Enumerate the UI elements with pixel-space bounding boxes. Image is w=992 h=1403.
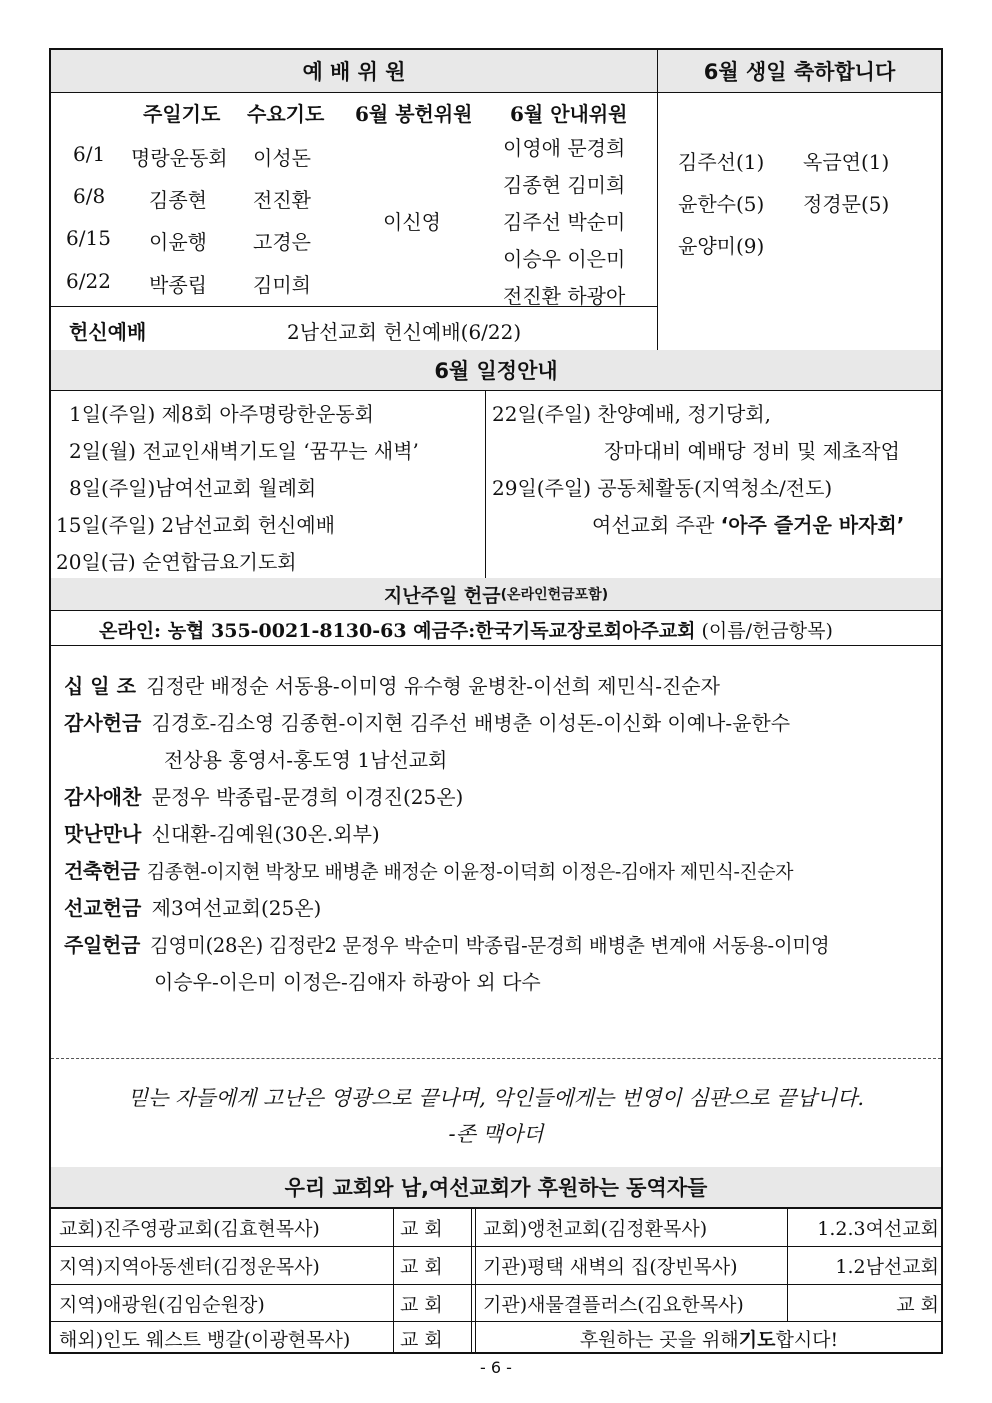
- online-account: [99, 616, 833, 643]
- row-wednesday: 전진환: [253, 188, 311, 212]
- offering-item: [64, 818, 380, 847]
- schedule-header: 6월 일정안내: [51, 350, 941, 391]
- schedule-item: [592, 509, 904, 538]
- support-sponsor: 교 회: [400, 1217, 443, 1240]
- support-sponsor: 교 회: [400, 1256, 443, 1278]
- support-partner: 교회)진주영광교회(김효현목사): [59, 1217, 320, 1240]
- support-partner: 기관)평택 새벽의 집(장빈목사): [483, 1256, 738, 1278]
- birthday-name: 옥금연(1): [803, 150, 890, 174]
- offering-member: 이신영: [383, 210, 441, 234]
- offering-item: [64, 707, 790, 736]
- offering-names: 김종현-이지현 박창모 배병춘 배정순 이윤정-이덕희 이정은-김애자 제민식-진순자: [146, 861, 793, 883]
- offering-label: 선교헌금: [64, 896, 142, 920]
- support-sponsor: 교 회: [896, 1293, 939, 1316]
- schedule-item: 8일(주일)남여선교회 월례회: [69, 476, 317, 500]
- row-date: 6/22: [66, 269, 111, 293]
- support-partner: 기관)새물결플러스(김요한목사): [483, 1293, 744, 1316]
- offering-names-continued: 전상용 홍영서-홍도영 1남선교회: [164, 748, 448, 772]
- dedication-value: 2남선교회 헌신예배(6/22): [287, 320, 522, 344]
- offering-names: 김영미(28온) 김정란2 문정우 박순미 박종립-문경희 배병춘 변계애 서동용-이미영: [150, 934, 830, 957]
- offering-label: 십 일 조: [64, 674, 136, 698]
- usher-pair: 김종현 김미희: [503, 173, 626, 197]
- bazaar-title: ‘아주 즐거운 바자회’: [720, 513, 905, 537]
- dedication-label: 헌신예배: [69, 320, 147, 344]
- offering-label: 맛난만나: [64, 822, 142, 846]
- prayer-prefix: 후원하는 곳을 위해: [579, 1328, 739, 1351]
- bulletin-page: [49, 48, 943, 1354]
- row-wednesday: 고경은: [253, 230, 311, 254]
- offering-item: [64, 855, 793, 884]
- row-date: 6/8: [73, 184, 106, 208]
- offering-names: 문정우 박종립-문경희 이경진(25온): [151, 785, 464, 809]
- offering-item: [64, 781, 463, 810]
- schedule-section: [51, 350, 941, 578]
- offering-names-continued: 이승우-이은미 이정은-김애자 하광아 외 다수: [154, 970, 541, 994]
- offering-label: 건축헌금: [64, 859, 140, 883]
- col-offering-committee: 6월 봉헌위원: [355, 102, 473, 126]
- offering-item: [64, 892, 321, 921]
- support-sponsor: 1.2.3여선교회: [817, 1217, 939, 1240]
- support-section: [51, 1167, 941, 1354]
- prayer-request: [477, 1322, 941, 1354]
- col-wednesday-prayer: 수요기도: [247, 102, 325, 126]
- birthday-name: 윤양미(9): [678, 234, 765, 258]
- schedule-item: 22일(주일) 찬양예배, 정기당회,: [492, 402, 772, 426]
- row-sunday: 김종현: [149, 188, 207, 212]
- offering-label: 감사애찬: [64, 785, 142, 809]
- offering-label: 주일헌금: [64, 933, 141, 957]
- prayer-suffix: 합시다!: [775, 1328, 839, 1351]
- offering-label: 감사헌금: [64, 711, 142, 735]
- quote-author: -존 맥아더: [448, 1122, 544, 1146]
- birthday-name: 윤한수(5): [678, 192, 765, 216]
- offering-names: 김경호-김소영 김종현-이지현 김주선 배병춘 이성돈-이신화 이예나-윤한수: [151, 711, 791, 735]
- birthday-name: 김주선(1): [678, 150, 765, 174]
- online-account-note: (이름/헌금항목): [695, 620, 833, 642]
- worship-header: 예 배 위 원: [51, 50, 657, 93]
- schedule-item: 2일(월) 전교인새벽기도일 ‘꿈꾸는 새벽’: [69, 439, 419, 463]
- row-sunday: 명랑운동회: [131, 146, 228, 170]
- usher-pair: 이영애 문경희: [503, 136, 626, 160]
- col-usher-committee: 6월 안내위원: [510, 102, 628, 126]
- online-account-bold: 온라인: 농협 355-0021-8130-63 예금주:한국기독교장로회아주교회: [99, 620, 696, 642]
- birthday-name: 정경문(5): [803, 192, 890, 216]
- col-sunday-prayer: 주일기도: [143, 102, 221, 126]
- support-partner: 교회)앵천교회(김정환목사): [483, 1217, 708, 1240]
- schedule-item: 장마대비 예배당 정비 및 제초작업: [604, 439, 900, 463]
- row-sunday: 박종립: [149, 273, 207, 297]
- birthday-header: 6월 생일 축하합니다: [658, 50, 941, 93]
- offering-item: [64, 670, 720, 699]
- worship-section: [51, 50, 941, 350]
- schedule-item: 1일(주일) 제8회 아주명랑한운동회: [69, 402, 374, 426]
- page-number: - 6 -: [480, 1358, 512, 1377]
- offering-names: 제3여선교회(25온): [151, 896, 322, 920]
- support-sponsor: 교 회: [400, 1293, 443, 1316]
- row-wednesday: 이성돈: [253, 146, 311, 170]
- row-sunday: 이윤행: [149, 230, 207, 254]
- offering-header: 지난주일 헌금 (온라인헌금포함): [51, 578, 941, 611]
- offering-names: 신대환-김예원(30온.외부): [151, 822, 380, 846]
- usher-pair: 전진환 하광아: [503, 284, 626, 308]
- schedule-item: 20일(금) 순연합금요기도회: [56, 550, 297, 574]
- schedule-item: 29일(주일) 공동체활동(지역청소/전도): [492, 476, 833, 500]
- bazaar-prefix: 여선교회 주관: [592, 513, 721, 537]
- support-partner: 지역)애광원(김임순원장): [59, 1293, 265, 1316]
- support-header: 우리 교회와 남,여선교회가 후원하는 동역자들: [51, 1167, 941, 1209]
- schedule-item: 15일(주일) 2남선교회 헌신예배: [56, 513, 336, 537]
- row-wednesday: 김미희: [253, 273, 311, 297]
- offering-section: [51, 578, 941, 1058]
- usher-pair: 이승우 이은미: [503, 247, 626, 271]
- offering-names: 김정란 배정순 서동용-이미영 유수형 윤병찬-이선희 제민식-진순자: [146, 674, 720, 698]
- row-date: 6/1: [73, 142, 106, 166]
- support-partner: 지역)지역아동센터(김정운목사): [59, 1256, 320, 1278]
- offering-header-note: (온라인헌금포함): [500, 587, 609, 603]
- quote-text: 믿는 자들에게 고난은 영광으로 끝나며, 악인들에게는 번영이 심판으로 끝납니다.: [127, 1086, 865, 1110]
- support-sponsor: 교 회: [400, 1328, 443, 1351]
- usher-pair: 김주선 박순미: [503, 210, 626, 234]
- support-partner: 해외)인도 웨스트 뱅갈(이광현목사): [59, 1328, 351, 1351]
- prayer-bold: 기도: [738, 1328, 776, 1351]
- row-date: 6/15: [66, 226, 111, 250]
- support-sponsor: 1.2남선교회: [835, 1256, 939, 1278]
- offering-item: [64, 929, 829, 958]
